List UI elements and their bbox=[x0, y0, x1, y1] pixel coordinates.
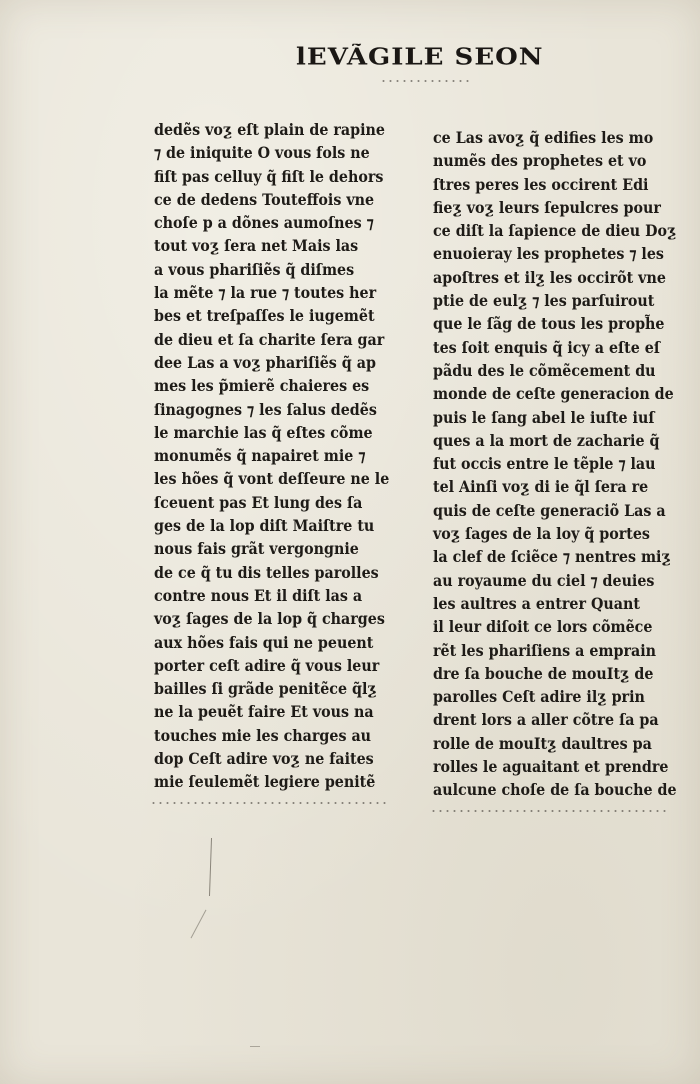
text-line: dedẽs voƺ eſt plain de rapine bbox=[154, 120, 385, 139]
text-line: aulcune choſe de ſa bouche de bbox=[433, 780, 677, 800]
text-line: mie ſeulemẽt legiere penitẽ bbox=[154, 772, 376, 792]
text-line: ſceuent pas Et lung des ſa bbox=[154, 492, 363, 512]
text-line: fieƺ voƺ leurs ſepulcres pour bbox=[433, 197, 661, 217]
text-line: choſe p a dõnes aumoſnes ⁊ bbox=[154, 213, 374, 233]
text-line: a vous phariſiẽs q̃ diſmes bbox=[154, 259, 355, 279]
text-line: ce diſt la ſapience de dieu Doƺ bbox=[433, 221, 677, 241]
show-through-mark bbox=[250, 1046, 260, 1047]
text-line: tout voƺ ſera net Mais las bbox=[154, 236, 359, 256]
text-line: rolles le aguaitant et prendre bbox=[433, 757, 669, 777]
text-line: ce de dedens Touteffois vne bbox=[154, 189, 375, 209]
text-line: rẽt les phariſiens a emprain bbox=[433, 640, 656, 660]
text-line: rolle de mouItƺ daultres pa bbox=[433, 733, 652, 753]
text-line: voƺ ſages de la lop q̃ charges bbox=[154, 609, 385, 629]
text-line: quis de ceſte generaciõ Las a bbox=[433, 500, 666, 520]
text-line: pãdu des le cõmẽcement du bbox=[433, 360, 656, 380]
show-through-mark bbox=[209, 838, 212, 896]
text-line: le marchie las q̃ eſtes cõme bbox=[154, 422, 373, 442]
text-line: nous fais grãt vergongnie bbox=[154, 539, 359, 559]
text-line: au royaume du ciel ⁊ deuies bbox=[433, 570, 655, 590]
show-through-mark bbox=[191, 910, 207, 939]
text-line: bailles ſi grãde penitẽce q̃lƺ bbox=[154, 679, 377, 699]
text-line: de ce q̃ tu dis telles parolles bbox=[154, 562, 379, 582]
text-line: la mẽte ⁊ la rue ⁊ toutes her bbox=[154, 283, 377, 303]
text-line: bes et treſpaſſes le iugemẽt bbox=[154, 306, 375, 326]
text-column-left bbox=[154, 118, 394, 794]
text-line: dee Las a voƺ phariſiẽs q̃ ap bbox=[154, 352, 376, 372]
text-line: aux hões fais qui ne peuent bbox=[154, 632, 374, 652]
text-line: numẽs des prophetes et vo bbox=[433, 151, 647, 171]
text-line: voƺ ſages de la loy q̃ portes bbox=[433, 524, 650, 544]
text-line: que le ſãg de tous les proph̃e bbox=[433, 314, 665, 334]
ink-speckle bbox=[380, 78, 470, 84]
text-line: monumẽs q̃ napairet mie ⁊ bbox=[154, 446, 366, 466]
text-line: mes les p̃mierẽ chaieres es bbox=[154, 376, 370, 396]
text-line: les aultres a entrer Quant bbox=[433, 593, 640, 613]
text-line: la clef de ſciẽce ⁊ nentres miƺ bbox=[433, 547, 671, 567]
text-line: ptie de eulƺ ⁊ les parſuirout bbox=[433, 291, 655, 311]
text-line: dop Ceſt adire voƺ ne faites bbox=[154, 749, 374, 769]
text-line: enuoieray les prophetes ⁊ les bbox=[433, 244, 664, 264]
text-line: ges de la lop diſt Maiſtre tu bbox=[154, 516, 375, 536]
text-line: de dieu et ſa charite ſera gar bbox=[154, 329, 385, 349]
text-line: dre ſa bouche de mouItƺ de bbox=[433, 663, 654, 683]
ink-speckle bbox=[150, 800, 390, 806]
text-line: ques a la mort de zacharie q̃ bbox=[433, 430, 660, 450]
text-line: ne la peuẽt faire Et vous na bbox=[154, 702, 374, 722]
text-line: fiſt pas celluy q̃ fiſt le dehors bbox=[154, 166, 384, 186]
text-line: parolles Ceſt adire ilƺ prin bbox=[433, 687, 645, 707]
text-column-right bbox=[433, 126, 683, 802]
text-line: drent lors a aller cõtre ſa pa bbox=[433, 710, 659, 730]
text-line: porter ceſt adire q̃ vous leur bbox=[154, 655, 380, 675]
text-line: tel Ainſi voƺ di ie q̃l ſera re bbox=[433, 477, 649, 497]
text-line: ⁊ de iniquite O vous fols ne bbox=[154, 143, 370, 163]
text-line: apoſtres et ilƺ les occirõt vne bbox=[433, 267, 666, 287]
text-line: les hões q̃ vont deſſeure ne le bbox=[154, 469, 390, 489]
text-line: il leur diſoit ce lors cõmẽce bbox=[433, 617, 653, 637]
text-line: ſinagognes ⁊ les ſalus dedẽs bbox=[154, 399, 377, 419]
text-line: tes ſoit enquis q̃ icy a eſte eſ bbox=[433, 337, 660, 357]
text-line: puis le ſang abel le iuſte iuſ bbox=[433, 407, 655, 427]
ink-speckle bbox=[430, 808, 670, 814]
text-line: ce Las avoƺ q̃ edifies les mo bbox=[433, 128, 654, 147]
text-line: contre nous Et il diſt las a bbox=[154, 585, 363, 605]
running-head: lEVÃGILE SEON bbox=[296, 43, 544, 71]
text-line: ſtres peres les occirent Edi bbox=[433, 174, 649, 194]
text-line: touches mie les charges au bbox=[154, 725, 372, 745]
text-line: fut occis entre le tẽple ⁊ lau bbox=[433, 454, 656, 474]
text-line: monde de ceſte generacion de bbox=[433, 384, 674, 404]
